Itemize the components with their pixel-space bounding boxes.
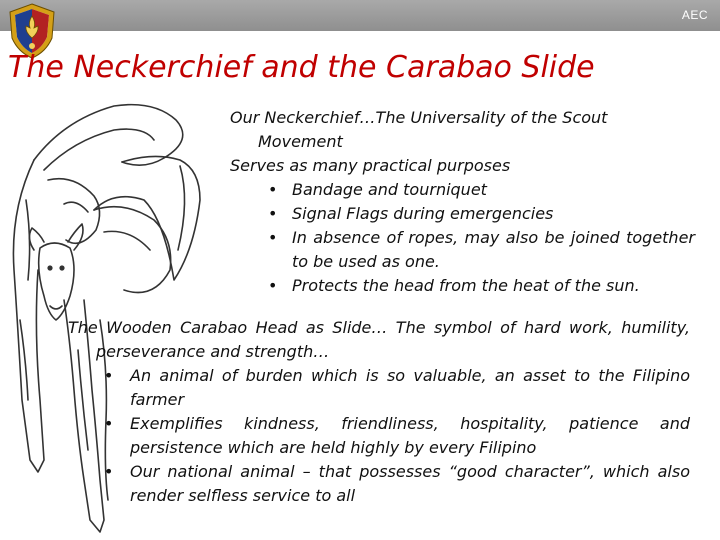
list-item-text: Our national animal – that possesses “good character”, which also render selfless service to all [130,462,690,505]
bullet-icon: • [104,414,114,433]
bullet-icon: • [268,180,278,199]
slide-title: The Neckerchief and the Carabao Slide [8,50,595,85]
list-item [68,412,690,460]
neckerchief-subheading: Serves as many practical purposes [230,156,511,175]
neckerchief-section [230,106,695,298]
carabao-section [68,316,690,508]
list-item-text: An animal of burden which is so valuable, an asset to the Filipino farmer [130,366,690,409]
list-item-text: In absence of ropes, may also be joined together to be used as one. [292,228,695,271]
list-item [68,364,690,412]
carabao-heading: The Wooden Carabao Head as Slide… The symbol of hard work, humility, perseverance and strength… [68,318,690,361]
bullet-icon: • [268,276,278,295]
bullet-icon: • [268,228,278,247]
list-item-text: Bandage and tourniquet [292,180,487,199]
list-item [68,460,690,508]
bullet-icon: • [268,204,278,223]
neckerchief-bullet-list [230,178,695,298]
list-item [230,178,695,202]
list-item [230,202,695,226]
list-item [230,226,695,274]
bullet-icon: • [104,366,114,385]
list-item-text: Protects the head from the heat of the sun. [292,276,640,295]
bullet-icon: • [104,462,114,481]
carabao-bullet-list [68,364,690,508]
list-item-text: Signal Flags during emergencies [292,204,554,223]
list-item [230,274,695,298]
neckerchief-heading: Our Neckerchief…The Universality of the Scout [230,108,608,127]
list-item-text: Exemplifies kindness, friendliness, hospitality, patience and persistence which are held highly by every Filipino [130,414,690,457]
top-bar [0,0,720,31]
neckerchief-heading-cont: Movement [258,132,343,151]
org-label: AEC [681,8,708,22]
